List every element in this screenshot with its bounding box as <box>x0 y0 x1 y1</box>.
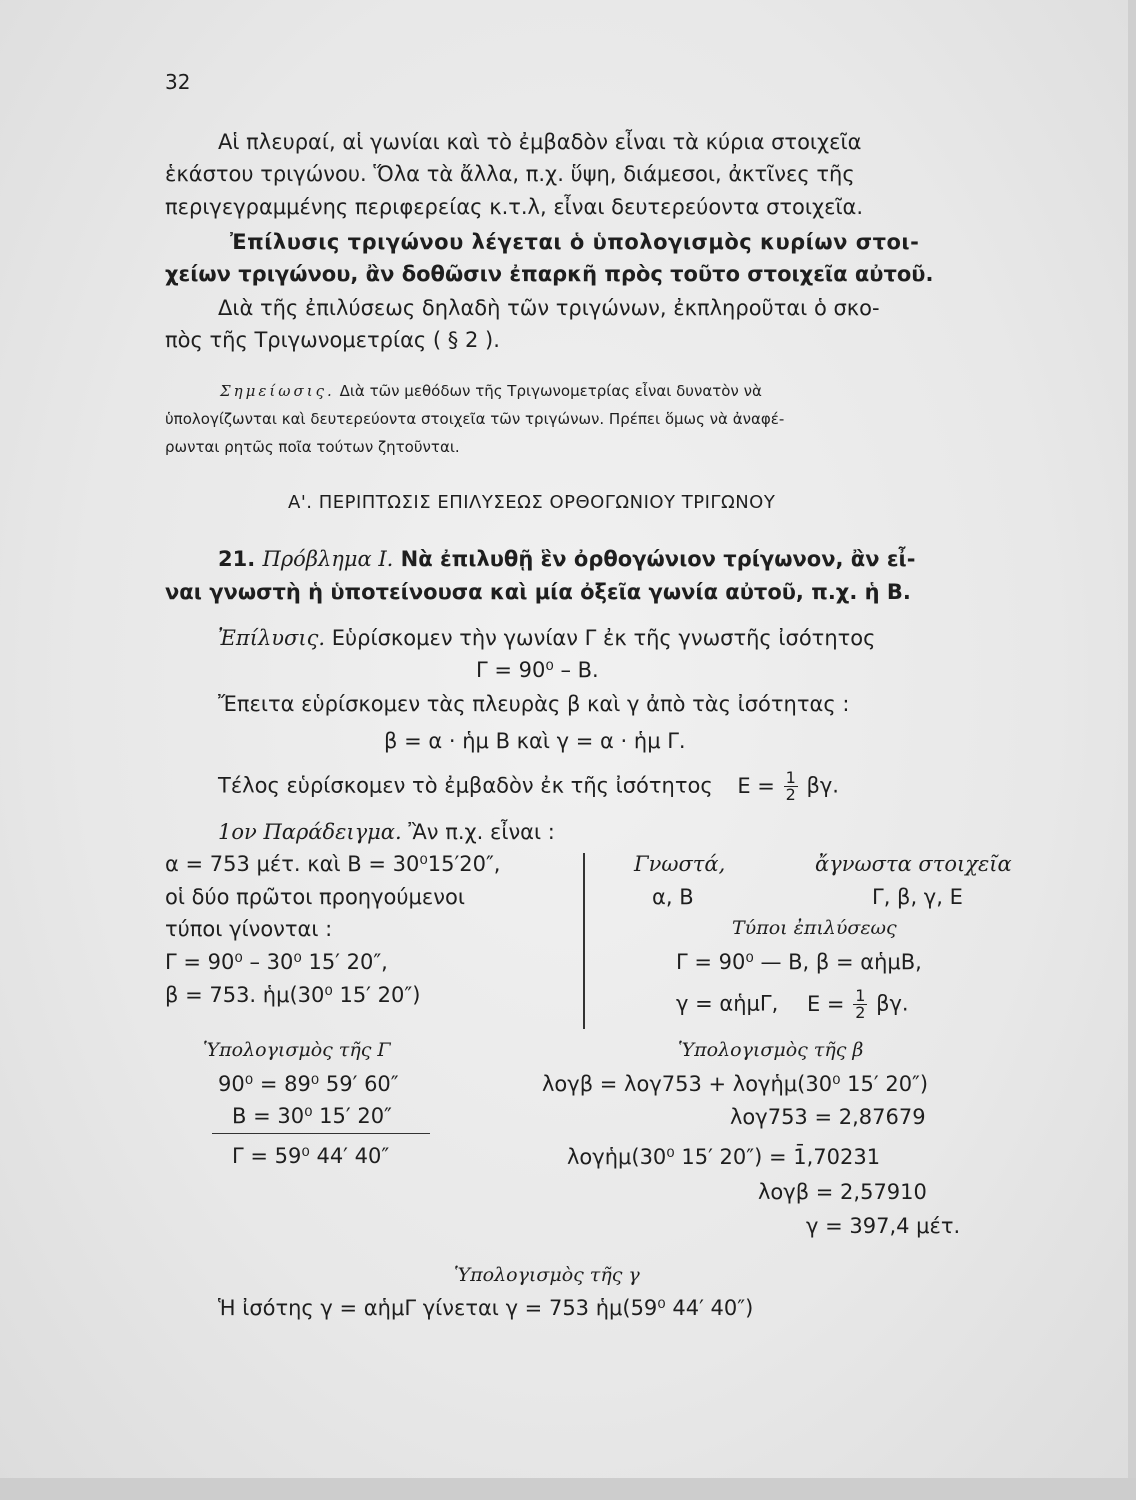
problem-line1: Νὰ ἐπιλυθῇ ἓν ὀρθογώνιον τρίγωνον, ἂν εἶ- <box>400 547 916 571</box>
formula-fraction <box>853 988 867 1021</box>
calc-beta-result: γ = 397,4 μέτ. <box>806 1214 961 1238</box>
formulas-header: Τύποι ἐπιλύσεως <box>732 917 897 939</box>
calc-gamma-title: Ὑπολογισμὸς τῆς γ <box>454 1264 640 1286</box>
example-left-line5: β = 753. ἡμ(30⁰ 15′ 20″) <box>165 983 421 1007</box>
example-left-line3: τύποι γίνονται : <box>165 917 333 941</box>
para3-line1: Διὰ τῆς ἐπιλύσεως δηλαδὴ τῶν τριγώνων, ἐκπληροῦται ὁ σκο- <box>218 296 880 320</box>
example-label: 1ον Παράδειγμα. <box>218 820 402 844</box>
calc-angle-row2: Β = 30⁰ 15′ 20″ <box>232 1104 392 1128</box>
fraction-numerator: 1 <box>785 768 796 787</box>
solution-line1: Εὑρίσκομεν τὴν γωνίαν Γ ἐκ τῆς γνωστῆς ἰσότητος <box>331 626 876 650</box>
definition-line1: Ἐπίλυσις τριγώνου λέγεται ὁ ὑπολογισμὸς κυρίων στοι- <box>230 230 920 254</box>
calc-beta-row3: λογἡμ(30⁰ 15′ 20″) = 1̄,70231 <box>567 1145 881 1169</box>
example-left-line2: οἱ δύο πρῶτοι προηγούμενοι <box>165 885 465 909</box>
para3-line2: πὸς τῆς Τριγωνομετρίας ( § 2 ). <box>165 328 500 352</box>
problem-label: Πρόβλημα Ι. <box>262 547 394 571</box>
example-left-line1: α = 753 μέτ. καὶ Β = 30⁰15′20″, <box>165 852 501 876</box>
calc-angle-title: Ὑπολογισμὸς τῆς Γ <box>203 1039 391 1061</box>
formula-fraction-numerator: 1 <box>855 986 866 1005</box>
para1-line2: ἑκάστου τριγώνου. Ὅλα τὰ ἄλλα, π.χ. ὕψη, διάμεσοι, ἀκτῖνες τῆς <box>165 162 855 186</box>
formula-fraction-denominator: 2 <box>855 1003 866 1022</box>
fraction-denominator: 2 <box>785 785 796 804</box>
problem-number: 21. <box>218 547 256 571</box>
formula1: Γ = 90⁰ — Β, β = αἡμΒ, <box>676 950 922 974</box>
calc-angle-result: Γ = 59⁰ 44′ 40″ <box>232 1144 390 1168</box>
formula2-left: γ = αἡμΓ, <box>676 991 779 1016</box>
unknown-values: Γ, β, γ, Ε <box>872 885 963 909</box>
calc-beta-row1: λογβ = λογ753 + λογἡμ(30⁰ 15′ 20″) <box>542 1072 929 1096</box>
note-label: Σημείωσις. <box>220 382 335 400</box>
calc-beta-row4: λογβ = 2,57910 <box>758 1180 927 1204</box>
calc-beta-title: Ὑπολογισμὸς τῆς β <box>678 1039 864 1061</box>
section-heading: Α'. ΠΕΡΙΠΤΩΣΙΣ ΕΠΙΛΥΣΕΩΣ ΟΡΘΟΓΩΝΙΟΥ ΤΡΙΓΩΝΟΥ <box>288 492 776 513</box>
solution-line2: Ἔπειτα εὑρίσκομεν τὰς πλευρὰς β καὶ γ ἀπὸ τὰς ἰσότητας : <box>218 692 850 716</box>
problem-line2: ναι γνωστὴ ἡ ὑποτείνουσα καὶ μία ὀξεῖα γωνία αὐτοῦ, π.χ. ἡ Β. <box>165 580 911 604</box>
solution-line3: Τέλος εὑρίσκομεν τὸ ἐμβαδὸν ἐκ τῆς ἰσότητος <box>218 773 713 798</box>
calc-angle-row1: 90⁰ = 89⁰ 59′ 60″ <box>218 1072 399 1096</box>
unknown-header: ἄγνωστα στοιχεῖα <box>815 852 1012 876</box>
formula2-mid: Ε = <box>806 991 845 1016</box>
solution-eq3-left: Ε = <box>737 773 775 798</box>
example-left-line4: Γ = 90⁰ – 30⁰ 15′ 20″, <box>165 950 388 974</box>
note-line3: ρωνται ρητῶς ποῖα τούτων ζητοῦνται. <box>165 438 460 456</box>
example-intro: Ἂν π.χ. εἶναι : <box>408 820 555 844</box>
formula2-right: βγ. <box>876 991 909 1016</box>
note-line2: ὑπολογίζωνται καὶ δευτερεύοντα στοιχεῖα τῶν τριγώνων. Πρέπει ὅμως νὰ ἀναφέ- <box>165 410 785 428</box>
solution-eq2: β = α · ἡμ Β καὶ γ = α · ἡμ Γ. <box>384 729 686 753</box>
page-number: 32 <box>165 70 191 94</box>
definition-line2: χείων τριγώνου, ἂν δοθῶσιν ἐπαρκῆ πρὸς τοῦτο στοιχεῖα αὐτοῦ. <box>165 262 934 286</box>
known-header: Γνωστά, <box>634 852 726 876</box>
calc-gamma-line: Ἡ ἰσότης γ = αἡμΓ γίνεται γ = 753 ἡμ(59⁰ 44′ 40″) <box>218 1296 754 1320</box>
known-values: α, Β <box>652 885 694 909</box>
para1-line1: Αἱ πλευραί, αἱ γωνίαι καὶ τὸ ἐμβαδὸν εἶναι τὰ κύρια στοιχεῖα <box>218 130 862 154</box>
calc-angle-sum-rule <box>212 1133 430 1134</box>
page-edge-shadow <box>1128 0 1136 1500</box>
note-line1: Διὰ τῶν μεθόδων τῆς Τριγωνομετρίας εἶναι δυνατὸν νὰ <box>339 382 762 400</box>
area-fraction <box>784 770 798 803</box>
solution-eq3-right: βγ. <box>806 773 839 798</box>
column-divider <box>583 853 585 1029</box>
calc-beta-row2: λογ753 = 2,87679 <box>730 1105 926 1129</box>
para1-line3: περιγεγραμμένης περιφερείας κ.τ.λ, εἶναι δευτερεύοντα στοιχεῖα. <box>165 195 864 219</box>
solution-eq1: Γ = 90⁰ – Β. <box>476 658 599 682</box>
page-bottom-shadow <box>0 1478 1136 1500</box>
solution-label: Ἐπίλυσις. <box>218 626 326 650</box>
